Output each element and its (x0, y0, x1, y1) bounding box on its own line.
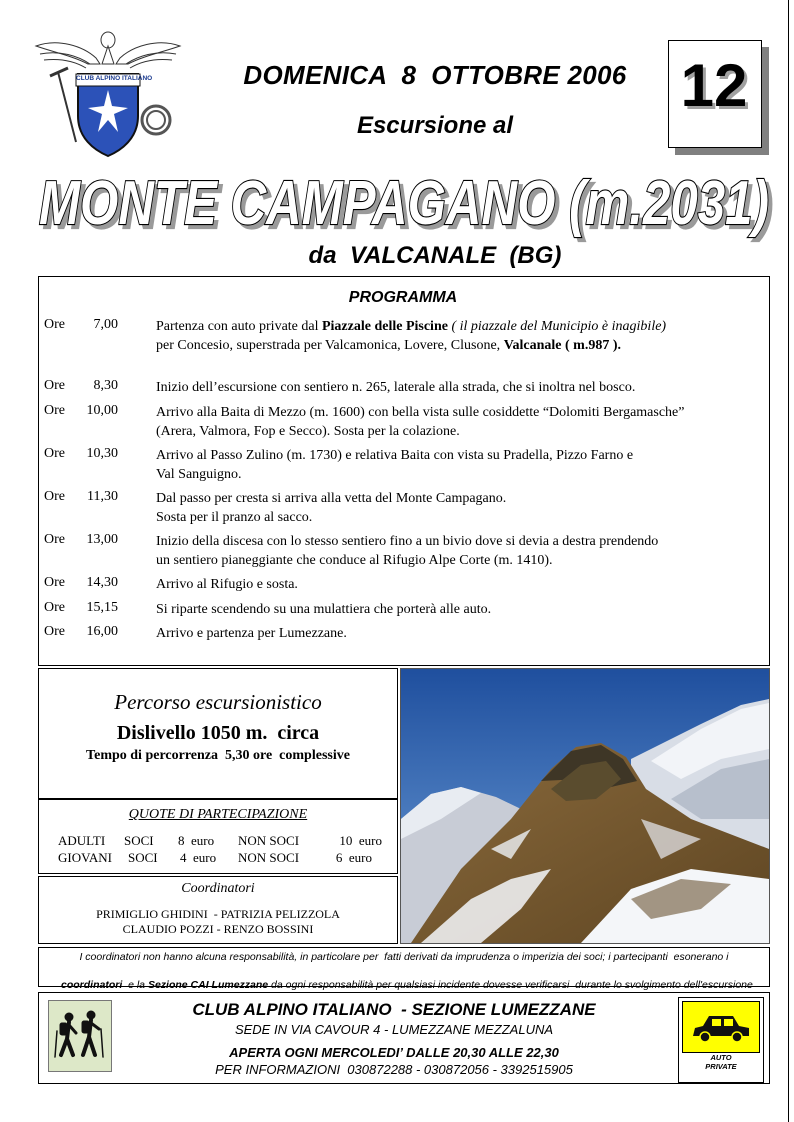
club-sede: SEDE IN VIA CAVOUR 4 - LUMEZZANE MEZZALUNA (234, 1022, 554, 1037)
mountain-photo (400, 668, 770, 944)
disclaimer-line-2: coordinatori e la Sezione CAI Lumezzane da ogni responsabilità per qualsiasi incidente dovesse verificarsi durante lo svolgimento dell'escursione (60, 979, 753, 991)
main-title: MONTE CAMPAGANO (m.2031) (39, 169, 769, 238)
coordinatori-title: Coordinatori (181, 881, 255, 896)
programma-time: 7,00 (93, 317, 118, 332)
hikers-icon (48, 1000, 112, 1072)
logo-text: CLUB ALPINO ITALIANO (76, 75, 153, 82)
programma-time: 16,00 (86, 624, 118, 639)
tempo-percorrenza: Tempo di percorrenza 5,30 ore complessive (86, 748, 350, 763)
coordinatori-line-2: CLAUDIO POZZI - RENZO BOSSINI (122, 922, 314, 936)
programma-ore-label: Ore (44, 532, 65, 547)
car-icon (682, 1001, 760, 1053)
quote-non: NON SOCI (238, 833, 300, 848)
quote-soci: SOCI (124, 833, 154, 848)
programma-description: Arrivo e partenza per Lumezzane. (156, 626, 347, 641)
dislivello: Dislivello 1050 m. circa (116, 722, 320, 744)
programma-ore-label: Ore (44, 600, 65, 615)
main-title-graphic (0, 166, 794, 244)
programma-time: 8,30 (93, 378, 118, 393)
programma-ore-label: Ore (44, 317, 65, 332)
programma-time: 11,30 (87, 489, 118, 504)
programma-description: Inizio della discesa con lo stesso sentiero fino a un bivio dove si devia a destra prendendo un sentiero pianeggiante che conduce al Rifugio Alpe Corte (m. 1410). (156, 534, 659, 568)
programma-description: Arrivo alla Baita di Mezzo (m. 1600) con bella vista sulle cosiddette “Dolomiti Bergamasche” (Arera, Valmora, Fop e Secco). Sosta per la colazione. (156, 405, 685, 439)
disclaimer-sezione: Sezione CAI Lumezzane (147, 979, 269, 991)
programma-time: 13,00 (86, 532, 118, 547)
programma-time: 10,30 (86, 446, 118, 461)
event-number: 12 (680, 52, 748, 119)
quote-title: QUOTE DI PARTECIPAZIONE (128, 807, 308, 822)
origin: da VALCANALE (BG) (308, 242, 562, 269)
programma-ore-label: Ore (44, 446, 65, 461)
programma-ore-label: Ore (44, 489, 65, 504)
programma-description: Arrivo al Passo Zulino (m. 1730) e relativa Baita con vista su Pradella, Pizzo Farno e Val Sanguigno. (156, 448, 634, 482)
programma-description: Partenza con auto private dal Piazzale delle Piscine ( il piazzale del Municipio è inagibile) per Concesio, superstrada per Valcamonica, Lovere, Clusone, Valcanale ( m.987 ). (156, 319, 667, 353)
programma-ore-label: Ore (44, 575, 65, 590)
event-date: DOMENICA 8 OTTOBRE 2006 (243, 60, 627, 90)
disclaimer-line-1: I coordinatori non hanno alcuna responsabilità, in particolare per fatti derivati da imprudenza o imperizia dei soci; i partecipanti esonerano i (79, 951, 729, 963)
programma-title: PROGRAMMA (348, 289, 458, 306)
programma-description: Dal passo per cresta si arriva alla vetta del Monte Campagano. Sosta per il pranzo al sacco. (156, 491, 507, 525)
event-subtitle: Escursione al (356, 112, 514, 139)
club-name: CLUB ALPINO ITALIANO - SEZIONE LUMEZZANE (192, 1000, 596, 1019)
cai-logo (28, 24, 188, 164)
programma-time: 14,30 (86, 575, 118, 590)
percorso-title: Percorso escursionistico (114, 690, 322, 714)
quote-soci-price: 4 euro (180, 850, 217, 865)
programma-ore-label: Ore (44, 624, 65, 639)
club-orari: APERTA OGNI MERCOLEDI’ DALLE 20,30 ALLE 22,30 (229, 1045, 559, 1060)
disclaimer-coordinatori: coordinatori (60, 979, 123, 991)
quote-non: NON SOCI (238, 850, 300, 865)
programma-ore-label: Ore (44, 378, 65, 393)
quote-cat: GIOVANI (58, 850, 112, 865)
programma-time: 10,00 (86, 403, 118, 418)
quote-soci: SOCI (128, 850, 158, 865)
club-info: PER INFORMAZIONI 030872288 - 030872056 - 3392515905 (215, 1062, 573, 1077)
cai-eagle-star-logo-icon (28, 24, 188, 164)
quote-cat: ADULTI (58, 833, 106, 848)
programma-description: Inizio dell’escursione con sentiero n. 265, laterale alla strada, che si inoltra nel bosco. (156, 380, 636, 395)
coordinatori-line-1: PRIMIGLIO GHIDINI - PATRIZIA PELIZZOLA (96, 907, 340, 921)
programma-ore-label: Ore (44, 403, 65, 418)
car-label: AUTO PRIVATE (705, 1053, 737, 1071)
programma-time: 15,15 (86, 600, 118, 615)
programma-description: Si riparte scendendo su una mulattiera che porterà alle auto. (156, 602, 492, 617)
page-edge-line (788, 0, 789, 1122)
quote-non-price: 6 euro (335, 850, 372, 865)
quote-non-price: 10 euro (339, 833, 382, 848)
quote-soci-price: 8 euro (178, 833, 215, 848)
programma-description: Arrivo al Rifugio e sosta. (156, 577, 298, 592)
